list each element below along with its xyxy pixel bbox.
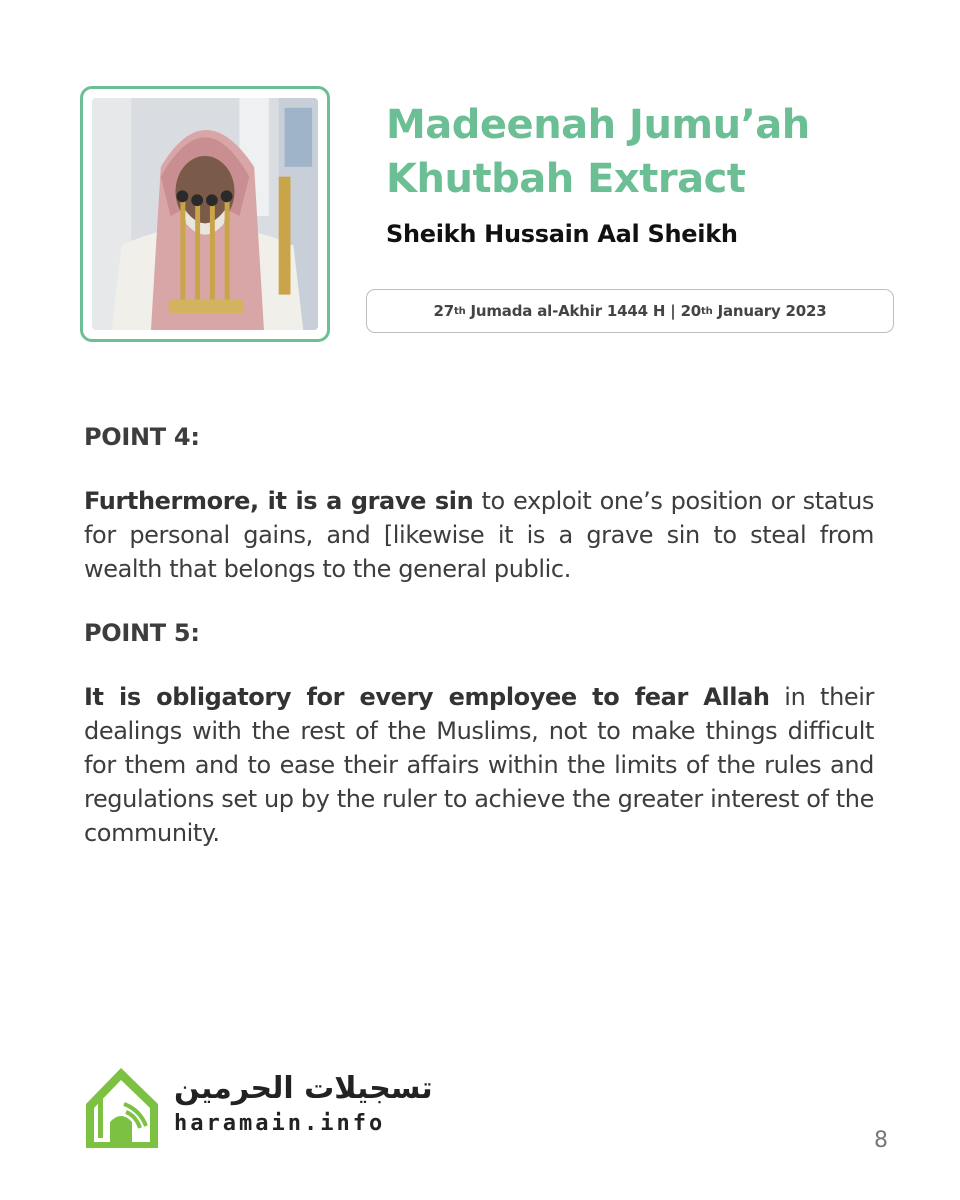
title-line-2: Khutbah Extract <box>386 156 746 202</box>
point-4-body: to exploit one’s position or status for personal gains, and [likewise it is a grave sin to steal from wealth that belongs to the general public. <box>84 487 874 583</box>
hijri-date: Jumada al-Akhir 1444 H | <box>465 302 681 320</box>
point-4-text <box>84 484 874 586</box>
hijri-suffix: th <box>453 305 466 317</box>
point-5-emphasis: It is obligatory for every employee to fear Allah <box>84 683 770 711</box>
haramain-logo <box>80 1064 433 1152</box>
gregorian-day: 20 <box>680 302 702 320</box>
speaker-name: Sheikh Hussain Aal Sheikh <box>386 220 738 248</box>
gregorian-suffix: th <box>701 305 713 317</box>
point-4-heading: POINT 4: <box>84 423 200 451</box>
speaker-photo-frame <box>80 86 330 342</box>
point-5-body: in their dealings with the rest of the Muslims, not to make things difficult for them and to ease their affairs within the limits of the rules and regulations set up by the ruler to achieve the greater interest of the community. <box>84 683 874 847</box>
title-line-1: Madeenah Jumu’ah <box>386 102 810 148</box>
logo-latin-text: haramain.info <box>174 1111 386 1136</box>
point-4-emphasis: Furthermore, it is a grave sin <box>84 487 474 515</box>
khutbah-title <box>386 98 906 206</box>
speaker-photo <box>92 98 318 330</box>
date-badge <box>366 289 894 333</box>
kaaba-icon <box>80 1064 162 1152</box>
page-number: 8 <box>874 1128 888 1153</box>
point-5-text <box>84 680 874 850</box>
logo-arabic-text: تسجيلات الحرمين <box>174 1071 433 1106</box>
logo-wordmark <box>174 1068 433 1138</box>
khutbah-content <box>84 420 874 880</box>
point-5-heading: POINT 5: <box>84 619 200 647</box>
hijri-day: 27 <box>433 302 454 320</box>
gregorian-date: January 2023 <box>712 302 827 320</box>
